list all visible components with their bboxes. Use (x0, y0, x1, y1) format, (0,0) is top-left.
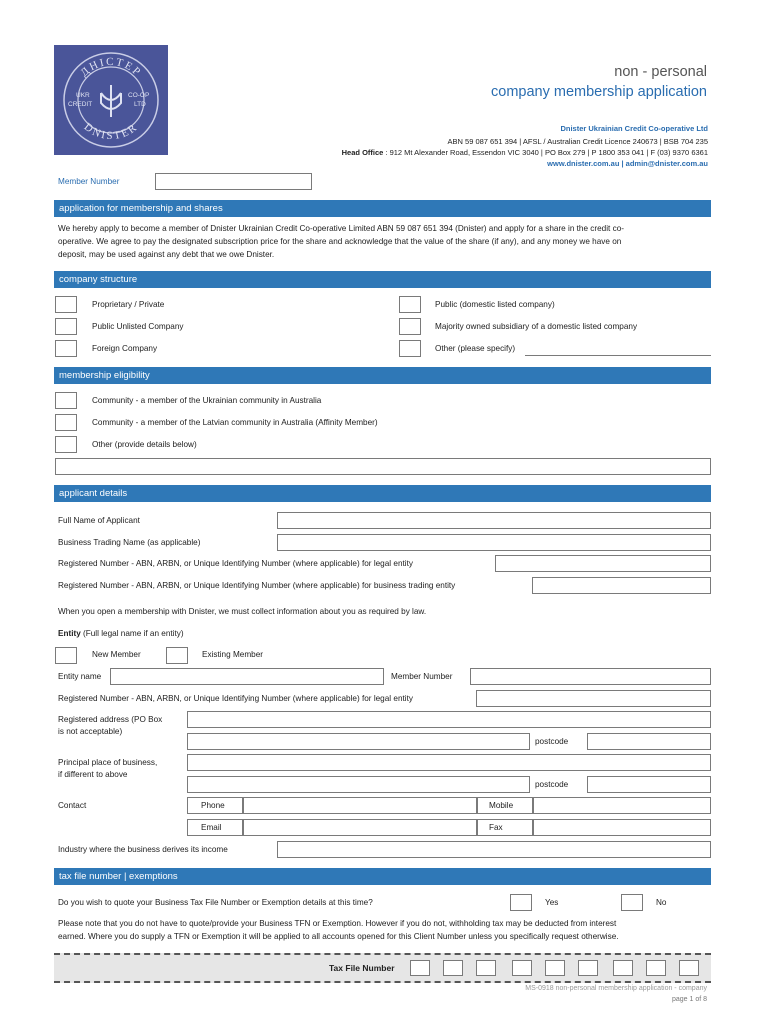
label-tax-yes: Yes (545, 898, 559, 907)
label-tax-no: No (656, 898, 667, 907)
tfn-digit-4[interactable] (512, 960, 532, 976)
fax-label-cell (477, 819, 533, 836)
checkbox-existing-member[interactable] (166, 647, 188, 664)
label-structure-other: Other (please specify) (435, 344, 516, 353)
section-header-structure: company structure (54, 271, 711, 288)
tax-question: Do you wish to quote your Business Tax File Number or Exemption details at this time? (58, 898, 373, 907)
label-phone: Phone (201, 801, 225, 810)
label-public-listed: Public (domestic listed company) (435, 300, 555, 309)
label-industry: Industry where the business derives its income (58, 845, 228, 854)
collect-note: When you open a membership with Dnister, we must collect information about you as required by law. (58, 607, 427, 616)
label-reg-trading: Registered Number - ABN, ARBN, or Unique Identifying Number (where applicable) for business trading entity (58, 581, 456, 590)
label-entity-member-number: Member Number (391, 672, 453, 681)
entity-bold: Entity (58, 629, 81, 638)
label-new-member: New Member (92, 650, 141, 659)
reg-address-input-2[interactable] (187, 733, 530, 750)
form-title-line1: non - personal (614, 64, 707, 80)
label-ukrainian: Community - a member of the Ukrainian community in Australia (92, 396, 322, 405)
entity-heading (58, 629, 184, 638)
label-foreign: Foreign Company (92, 344, 158, 353)
head-office-line (342, 148, 708, 157)
checkbox-foreign[interactable] (55, 340, 77, 357)
eligibility-details-input[interactable] (55, 458, 711, 475)
industry-input[interactable] (277, 841, 711, 858)
reg-trading-input[interactable] (532, 577, 711, 594)
label-majority-subsidiary: Majority owned subsidiary of a domestic listed company (435, 322, 638, 331)
logo-right-top: CO-OP (128, 92, 150, 99)
tfn-digit-8[interactable] (646, 960, 666, 976)
mobile-input[interactable] (533, 797, 711, 814)
label-mobile: Mobile (489, 801, 514, 810)
label-email: Email (201, 823, 222, 832)
application-text-line1: We hereby apply to become a member of Dnister Ukrainian Credit Co-operative Limited ABN 59 087 651 394 (Dnister) and apply for a share in the credit co- (58, 224, 624, 233)
checkbox-public-listed[interactable] (399, 296, 421, 313)
checkbox-new-member[interactable] (55, 647, 77, 664)
label-reg-postcode: postcode (535, 737, 569, 746)
phone-input[interactable] (243, 797, 477, 814)
member-number-input[interactable] (155, 173, 312, 190)
checkbox-ukrainian[interactable] (55, 392, 77, 409)
label-reg-legal: Registered Number - ABN, ARBN, or Unique Identifying Number (where applicable) for legal entity (58, 559, 413, 568)
org-name: Dnister Ukrainian Credit Co-operative Ltd (560, 124, 708, 133)
footer-form-code: MS-0918 non-personal membership application - company (525, 985, 707, 992)
reg-address-input-1[interactable] (187, 711, 711, 728)
abn-line: ABN 59 087 651 394 | AFSL / Australian Credit Licence 240673 | BSB 704 235 (447, 137, 708, 146)
logo-ring-bottom: DNISTER (81, 120, 141, 143)
web-email-line[interactable]: www.dnister.com.au | admin@dnister.com.au (547, 159, 708, 168)
checkbox-public-unlisted[interactable] (55, 318, 77, 335)
label-eligibility-other: Other (provide details below) (92, 440, 197, 449)
logo-left-bottom: CREDIT (68, 101, 93, 108)
label-principal-1: Principal place of business, (58, 758, 158, 767)
head-office-label: Head Office (341, 148, 384, 157)
section-header-applicant: applicant details (54, 485, 711, 502)
label-reg-address-2: is not acceptable) (58, 727, 123, 736)
section-header-application: application for membership and shares (54, 200, 711, 217)
section-header-eligibility: membership eligibility (54, 367, 711, 384)
label-latvian: Community - a member of the Latvian community in Australia (Affinity Member) (92, 418, 378, 427)
checkbox-tax-no[interactable] (621, 894, 643, 911)
tfn-digit-7[interactable] (613, 960, 633, 976)
form-title-line2: company membership application (491, 84, 707, 100)
tfn-label: Tax File Number (329, 963, 395, 973)
application-text-line3: deposit, may be used against any debt that we owe Dnister. (58, 250, 275, 259)
principal-input-2[interactable] (187, 776, 530, 793)
entity-member-number-input[interactable] (470, 668, 711, 685)
logo-emblem (54, 45, 168, 155)
label-full-name: Full Name of Applicant (58, 516, 140, 525)
label-principal-2: if different to above (58, 770, 128, 779)
entity-note: (Full legal name if an entity) (80, 629, 184, 638)
logo-ring-top: ДНІСТЕР (78, 55, 144, 80)
label-contact: Contact (58, 801, 87, 810)
checkbox-eligibility-other[interactable] (55, 436, 77, 453)
label-existing-member: Existing Member (202, 650, 263, 659)
checkbox-latvian[interactable] (55, 414, 77, 431)
label-trading-name: Business Trading Name (as applicable) (58, 538, 201, 547)
entity-name-input[interactable] (110, 668, 384, 685)
svg-text:DNISTER (82, 121, 141, 142)
trading-name-input[interactable] (277, 534, 711, 551)
label-public-unlisted: Public Unlisted Company (92, 322, 184, 331)
member-number-label: Member Number (58, 177, 120, 186)
structure-other-line[interactable] (525, 355, 711, 356)
checkbox-majority-subsidiary[interactable] (399, 318, 421, 335)
label-entity-name: Entity name (58, 672, 102, 681)
tax-note-line2: earned. Where you do supply a TFN or Exemption it will be applied to all accounts opened for this Client Number unless you specifically request otherwise. (58, 932, 619, 941)
label-reg-address-1: Registered address (PO Box (58, 715, 163, 724)
reg-legal-input[interactable] (495, 555, 711, 572)
tfn-digit-5[interactable] (545, 960, 565, 976)
logo-right-bottom: LTD (134, 101, 146, 108)
reg-postcode-input[interactable] (587, 733, 711, 750)
full-name-input[interactable] (277, 512, 711, 529)
reg-legal-2-input[interactable] (476, 690, 711, 707)
tfn-digit-3[interactable] (476, 960, 496, 976)
label-proprietary: Proprietary / Private (92, 300, 165, 309)
section-header-tax: tax file number | exemptions (54, 868, 711, 885)
application-text-line2: operative. We agree to pay the designated subscription price for the share and acknowledge that the value of the share (if any), and any money we have on (58, 237, 622, 246)
logo-left-top: UKR (76, 92, 90, 99)
tfn-digit-6[interactable] (578, 960, 598, 976)
dnister-logo (54, 45, 168, 155)
head-office-address: : 912 Mt Alexander Road, Essendon VIC 3040 | PO Box 279 | P 1800 353 041 | F (03) 9370 6361 (383, 148, 708, 157)
tfn-digit-1[interactable] (410, 960, 430, 976)
checkbox-structure-other[interactable] (399, 340, 421, 357)
tfn-digit-2[interactable] (443, 960, 463, 976)
tax-note-line1: Please note that you do not have to quote/provide your Business TFN or Exemption. However if you do not, withholding tax may be deducted from interest (58, 919, 617, 928)
label-reg-legal-2: Registered Number - ABN, ARBN, or Unique Identifying Number (where applicable) for legal entity (58, 694, 413, 703)
label-fax: Fax (489, 823, 503, 832)
fax-input[interactable] (533, 819, 711, 836)
tfn-digit-9[interactable] (679, 960, 699, 976)
label-principal-postcode: postcode (535, 780, 569, 789)
footer-page-number: page 1 of 8 (671, 996, 707, 1003)
checkbox-proprietary[interactable] (55, 296, 77, 313)
checkbox-tax-yes[interactable] (510, 894, 532, 911)
principal-postcode-input[interactable] (587, 776, 711, 793)
principal-input-1[interactable] (187, 754, 711, 771)
email-input[interactable] (243, 819, 477, 836)
